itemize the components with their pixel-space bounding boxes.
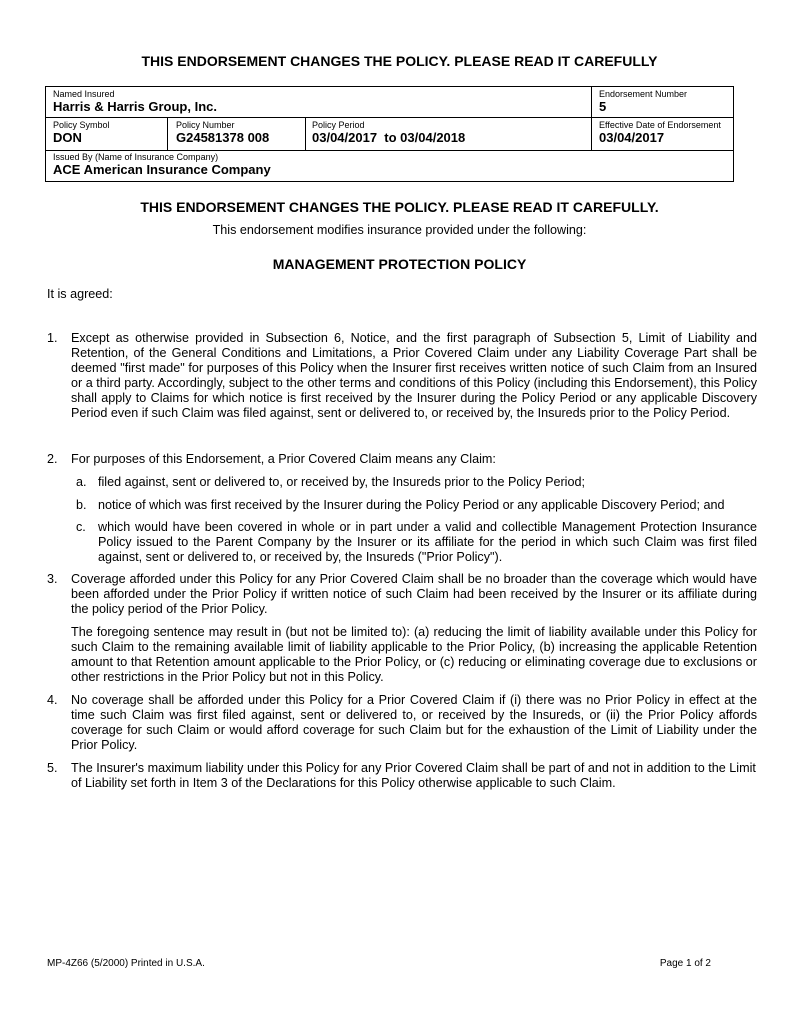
sub-item-b-text: notice of which was first received by the Insurer during the Policy Period or any applicable Discovery Period; and: [98, 498, 725, 512]
table-divider: [46, 117, 733, 118]
item-number: 1.: [47, 331, 58, 345]
item-2-text: For purposes of this Endorsement, a Prior Covered Claim means any Claim:: [71, 452, 496, 466]
policy-period: 03/04/2017 to 03/04/2018: [312, 130, 466, 145]
sub-item-c-text: which would have been covered in whole or in part under a valid and collectible Management Protection Insurance Policy issued to the Parent Company by the Insurer or its affiliate for the period in which such Claim was first filed against, sent or delivered to, or received by, the Insureds ("Prior Policy").: [98, 520, 757, 565]
item-number: 5.: [47, 761, 58, 775]
named-insured-label: Named Insured: [53, 89, 115, 99]
page-number: Page 1 of 2: [659, 958, 711, 969]
sub-item-letter: b.: [76, 498, 87, 512]
policy-symbol-label: Policy Symbol: [53, 120, 110, 130]
item-1-text: Except as otherwise provided in Subsection 6, Notice, and the first paragraph of Subsection 5, Limit of Liability and Retention, of the General Conditions and Limitations, a Prior Covered Claim under any Liability Coverage Part shall be deemed "first made" for purposes of this Policy when the Insurer first receives written notice of such Claim from an Insured or a third party. Accordingly, subject to the other terms and conditions of this Policy (including this Endorsement), this Policy shall apply to Claims for which notice is first received by the Insurer during the Policy Period or any applicable Discovery Period even if such Claim was filed against, sent or delivered to, or received by, the Insureds prior to the Policy Period.: [71, 331, 757, 421]
named-insured: Harris & Harris Group, Inc.: [53, 99, 217, 114]
policy-name: MANAGEMENT PROTECTION POLICY: [272, 256, 527, 272]
effective-date: 03/04/2017: [599, 130, 665, 145]
endorsement-heading: THIS ENDORSEMENT CHANGES THE POLICY. PLEASE READ IT CAREFULLY.: [140, 199, 659, 215]
policy-number: G24581378 008: [176, 130, 270, 145]
policy-number-label: Policy Number: [176, 120, 235, 130]
sub-item-letter: a.: [76, 475, 87, 489]
agreed-line: It is agreed:: [47, 287, 113, 301]
item-number: 3.: [47, 572, 58, 586]
endorsement-number-label: Endorsement Number: [599, 89, 688, 99]
issued-by-label: Issued By (Name of Insurance Company): [53, 152, 219, 162]
item-number: 2.: [47, 452, 58, 466]
sub-item-letter: c.: [76, 520, 86, 534]
policy-info-table: [45, 86, 734, 182]
item-5-text: The Insurer's maximum liability under this Policy for any Prior Covered Claim shall be part of and not in addition to the Limit of Liability set forth in Item 3 of the Declarations for this Policy otherwise applicable to such Claim.: [71, 761, 756, 791]
table-divider: [167, 117, 168, 150]
policy-period-label: Policy Period: [312, 120, 365, 130]
effective-date-label: Effective Date of Endorsement: [599, 120, 721, 130]
policy-symbol: DON: [53, 130, 82, 145]
top-heading: THIS ENDORSEMENT CHANGES THE POLICY. PLEASE READ IT CAREFULLY: [141, 53, 658, 69]
table-divider: [591, 87, 592, 150]
table-divider: [305, 117, 306, 150]
form-number: MP-4Z66 (5/2000) Printed in U.S.A.: [47, 958, 205, 969]
item-4-text: No coverage shall be afforded under this Policy for a Prior Covered Claim if (i) there was no Prior Policy in effect at the time such Claim was first filed against, sent or delivered to, or received by the Insureds, or (ii) the Prior Policy affords coverage for such Claim or would afford coverage for such Claim but for the exhaustion of the Limit of Liability under the Prior Policy.: [71, 693, 757, 753]
modifies-line: This endorsement modifies insurance provided under the following:: [212, 223, 587, 237]
issued-by: ACE American Insurance Company: [53, 162, 271, 177]
sub-item-a-text: filed against, sent or delivered to, or received by, the Insureds prior to the Policy Period;: [98, 475, 585, 489]
item-3-para2: The foregoing sentence may result in (but not be limited to): (a) reducing the limit of liability available under this Policy for such Claim to the remaining available limit of liability applicable to the Prior Policy, (b) increasing the applicable Retention amount to that Retention amount applicable to the Prior Policy, or (c) reducing or eliminating coverage due to exclusions or other restrictions in the Prior Policy but not in this Policy.: [71, 625, 757, 685]
item-number: 4.: [47, 693, 58, 707]
table-divider: [46, 150, 733, 151]
endorsement-number: 5: [599, 99, 607, 114]
item-3-text: Coverage afforded under this Policy for any Prior Covered Claim shall be no broader than the coverage which would have been afforded under the Prior Policy if written notice of such Claim had been received by the Insurer or its affiliate during the policy period of the Prior Policy.: [71, 572, 757, 617]
